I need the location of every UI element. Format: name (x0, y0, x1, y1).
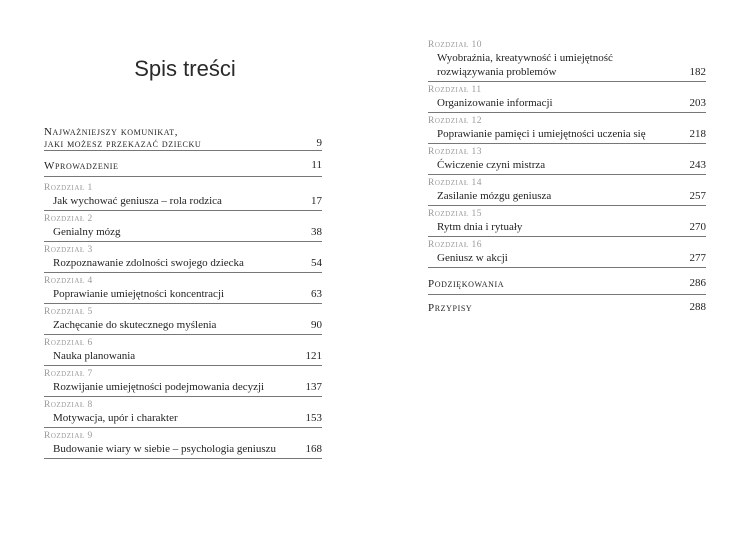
toc-page-number: 11 (311, 159, 322, 171)
chapter-title[interactable]: Zasilanie mózgu geniusza (437, 190, 552, 202)
divider (44, 365, 322, 366)
toc-page-number: 137 (305, 381, 322, 393)
toc-page-number: 153 (305, 412, 322, 424)
toc-entry-foreword[interactable] (44, 126, 201, 150)
toc-page-number: 38 (311, 226, 322, 238)
chapter-title[interactable]: Poprawianie umiejętności koncentracji (53, 288, 225, 300)
divider (44, 396, 322, 397)
divider (44, 210, 322, 211)
chapter-label: Rozdział 3 (44, 245, 93, 255)
divider (44, 334, 322, 335)
chapter-title[interactable]: Geniusz w akcji (437, 252, 508, 264)
toc-page-number: 17 (311, 195, 322, 207)
toc-page-number: 288 (689, 301, 706, 313)
divider (44, 176, 322, 177)
toc-page-number: 257 (689, 190, 706, 202)
chapter-title[interactable]: Ćwiczenie czyni mistrza (437, 159, 546, 171)
chapter-title[interactable]: Nauka planowania (53, 350, 136, 362)
chapter-label: Rozdział 2 (44, 214, 93, 224)
chapter-label: Rozdział 8 (44, 400, 93, 410)
toc-page-number: 168 (305, 443, 322, 455)
divider (44, 303, 322, 304)
divider (428, 143, 706, 144)
divider (44, 241, 322, 242)
chapter-title[interactable]: Organizowanie informacji (437, 97, 553, 109)
toc-page-number: 54 (311, 257, 322, 269)
divider (428, 174, 706, 175)
chapter-label: Rozdział 4 (44, 276, 93, 286)
divider (428, 205, 706, 206)
divider (44, 272, 322, 273)
toc-page-number: 9 (316, 137, 322, 149)
divider (428, 81, 706, 82)
toc-page-number: 243 (689, 159, 706, 171)
chapter-title[interactable]: Rozpoznawanie zdolności swojego dziecka (53, 257, 244, 269)
chapter-label: Rozdział 14 (428, 178, 483, 188)
divider (428, 294, 706, 295)
divider (44, 458, 322, 459)
chapter-title[interactable]: Budowanie wiary w siebie – psychologia geniuszu (53, 443, 277, 455)
toc-page-number: 218 (689, 128, 706, 140)
chapter-title[interactable]: Poprawianie pamięci i umiejętności uczenia się (437, 128, 646, 140)
divider (44, 150, 322, 151)
chapter-label: Rozdział 7 (44, 369, 93, 379)
chapter-label: Rozdział 10 (428, 40, 483, 50)
chapter-title-line2: rozwiązywania problemów (437, 66, 557, 78)
toc-page-number: 63 (311, 288, 322, 300)
chapter-title[interactable]: Rozwijanie umiejętności podejmowania decyzji (53, 381, 265, 393)
chapter-title[interactable]: Wyobraźnia, kreatywność i umiejętność (437, 52, 613, 64)
toc-entry-foreword-line2: jaki możesz przekazać dziecku (44, 138, 202, 150)
chapter-title[interactable]: Genialny mózg (53, 226, 121, 238)
chapter-label: Rozdział 9 (44, 431, 93, 441)
chapter-label: Rozdział 1 (44, 183, 93, 193)
toc-entry-acknowledgements[interactable]: Podziękowania (428, 278, 505, 290)
toc-page-number: 90 (311, 319, 322, 331)
chapter-label: Rozdział 13 (428, 147, 483, 157)
chapter-title[interactable]: Zachęcanie do skutecznego myślenia (53, 319, 217, 331)
toc-page-number: 121 (305, 350, 322, 362)
chapter-label: Rozdział 11 (428, 85, 482, 95)
chapter-title[interactable]: Jak wychować geniusza – rola rodzica (53, 195, 222, 207)
chapter-label: Rozdział 16 (428, 240, 483, 250)
chapter-label: Rozdział 15 (428, 209, 483, 219)
toc-page-number: 203 (689, 97, 706, 109)
chapter-title[interactable]: Motywacja, upór i charakter (53, 412, 178, 424)
divider (428, 267, 706, 268)
toc-page-number: 182 (689, 66, 706, 78)
toc-entry-foreword-line1: Najważniejszy komunikat, (44, 126, 179, 138)
chapter-label: Rozdział 5 (44, 307, 93, 317)
toc-page-number: 277 (689, 252, 706, 264)
chapter-label: Rozdział 12 (428, 116, 483, 126)
toc-entry-introduction[interactable]: Wprowadzenie (44, 160, 119, 172)
toc-page-number: 270 (689, 221, 706, 233)
divider (428, 112, 706, 113)
toc-page-number: 286 (689, 277, 706, 289)
chapter-label: Rozdział 6 (44, 338, 93, 348)
page-title: Spis treści (134, 56, 236, 81)
toc-entry-notes[interactable]: Przypisy (428, 302, 473, 314)
divider (44, 427, 322, 428)
chapter-title[interactable]: Rytm dnia i rytuały (437, 221, 523, 233)
divider (428, 236, 706, 237)
